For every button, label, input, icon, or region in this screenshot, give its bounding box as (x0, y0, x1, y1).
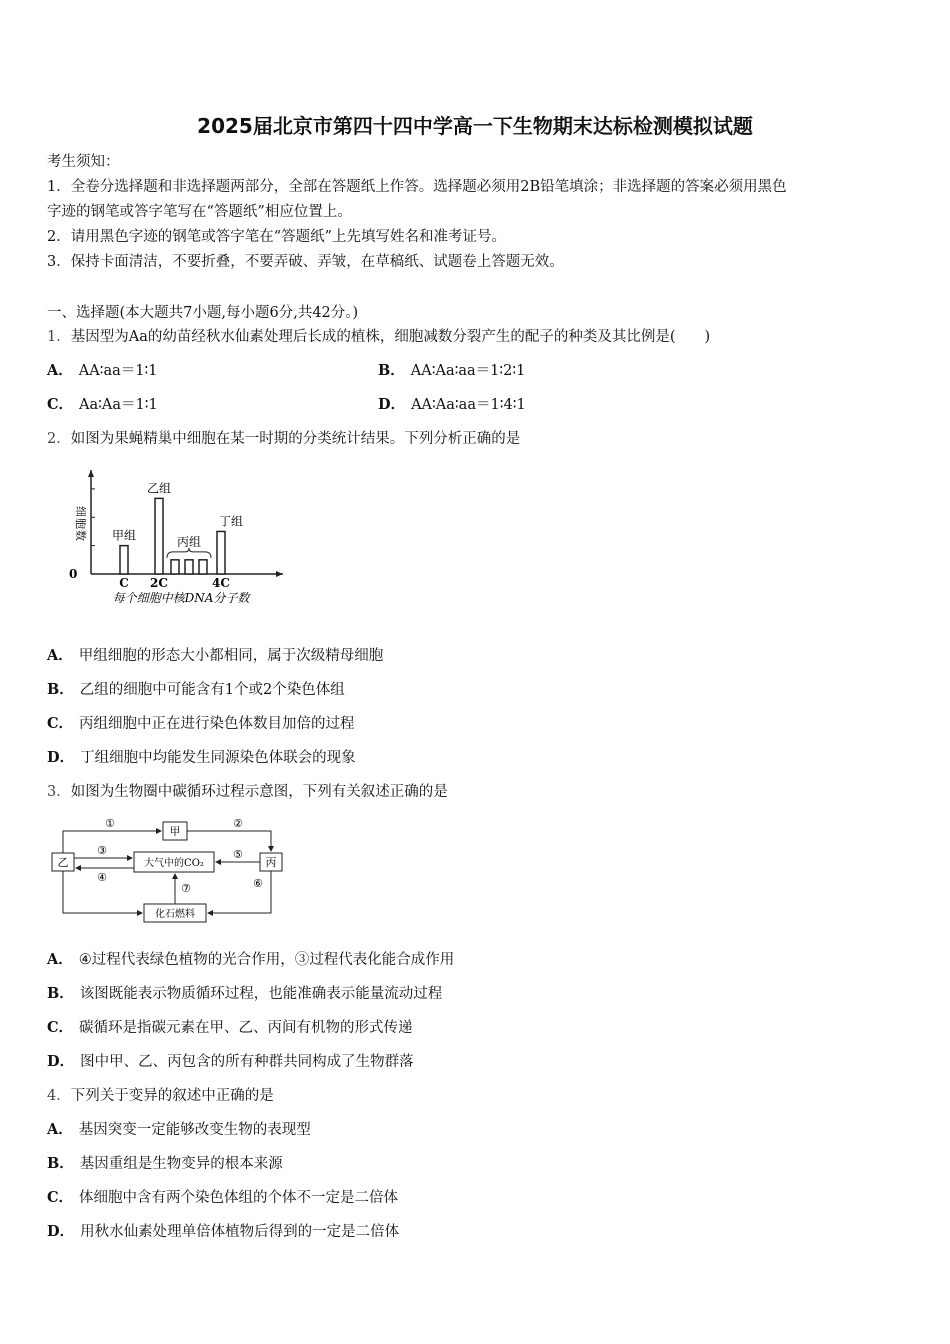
y-axis-label: 细胞数 (74, 506, 87, 542)
option-text: 甲组细胞的形态大小都相同，属于次级精母细胞 (78, 648, 384, 664)
question-4-stem (47, 1086, 274, 1106)
q2-option-d[interactable] (47, 748, 356, 768)
arrow-4-label: ④ (97, 871, 107, 884)
option-text: Aa∶Aa＝1∶1 (79, 397, 158, 413)
bar-bing (199, 560, 207, 574)
bar-yi (155, 498, 163, 574)
x-tick-label: 2C (150, 576, 168, 590)
arrow-6-label: ⑥ (253, 877, 263, 890)
y-axis-arrow (88, 470, 94, 477)
q3-option-d[interactable] (47, 1052, 414, 1072)
option-letter: C． (47, 396, 74, 413)
option-letter: D． (47, 1223, 75, 1240)
q1-option-c[interactable] (47, 395, 158, 415)
node-fossil-label: 化石燃料 (155, 909, 195, 920)
q2-option-a[interactable] (47, 646, 383, 666)
question-number: 4． (47, 1088, 71, 1104)
bar-label-ding: 丁组 (218, 514, 244, 529)
option-text: 该图既能表示物质循环过程，也能准确表示能量流动过程 (79, 986, 443, 1002)
q4-option-a[interactable] (47, 1120, 311, 1140)
option-letter: A． (47, 1121, 73, 1138)
section-heading: 一、选择题(本大题共7小题,每小题6分,共42分。) (47, 305, 359, 321)
question-1-stem (47, 327, 710, 347)
option-text: 体细胞中含有两个染色体组的个体不一定是二倍体 (79, 1190, 399, 1206)
option-text: 图中甲、乙、丙包含的所有种群共同构成了生物群落 (80, 1054, 414, 1070)
x-axis-label: 每个细胞中核DNA分子数 (112, 591, 250, 605)
arrow-5-label: ⑤ (233, 848, 243, 861)
option-letter: D． (47, 749, 75, 766)
question-text: 下列关于变异的叙述中正确的是 (70, 1088, 274, 1104)
option-text: AA∶Aa∶aa＝1∶4∶1 (411, 397, 526, 413)
q3-option-a[interactable] (47, 950, 454, 970)
option-letter: C． (47, 1019, 74, 1036)
option-text: 丁组细胞中均能发生同源染色体联会的现象 (80, 750, 356, 766)
option-text: 用秋水仙素处理单倍体植物后得到的一定是二倍体 (80, 1224, 400, 1240)
bar-label-bing: 丙组 (176, 534, 202, 549)
bar-bing (185, 560, 193, 574)
x-tick-label: C (119, 576, 129, 590)
q1-option-b[interactable] (378, 361, 525, 381)
question-number: 2． (47, 431, 71, 447)
q3-option-b[interactable] (47, 984, 442, 1004)
bar-jia (120, 546, 128, 574)
x-axis-arrow (276, 571, 283, 577)
option-letter: A． (47, 647, 73, 664)
q4-option-d[interactable] (47, 1222, 399, 1242)
arrow-1-label: ① (105, 817, 115, 830)
q4-option-b[interactable] (47, 1154, 283, 1174)
arrow-3-label: ③ (97, 844, 107, 857)
bar-label-jia: 甲组 (111, 528, 137, 543)
question-number: 3． (47, 784, 71, 800)
bar-label-yi: 乙组 (146, 481, 172, 496)
q4-option-c[interactable] (47, 1188, 398, 1208)
option-text: 碳循环是指碳元素在甲、乙、丙间有机物的形式传递 (79, 1020, 413, 1036)
q1-option-a[interactable] (47, 361, 158, 381)
notice-heading: 考生须知： (47, 154, 120, 170)
dna-count-chart (55, 462, 295, 612)
q3-option-c[interactable] (47, 1018, 413, 1038)
node-co2-label: 大气中的CO₂ (144, 858, 204, 869)
notice-item: 3．保持卡面清洁，不要折叠，不要弄破、弄皱，在草稿纸、试题卷上答题无效。 (47, 254, 564, 270)
bar-ding (217, 531, 225, 574)
option-letter: C． (47, 715, 74, 732)
option-text: AA∶aa＝1∶1 (78, 363, 158, 379)
q1-option-d[interactable] (378, 395, 526, 415)
option-text: 基因突变一定能够改变生物的表现型 (78, 1122, 311, 1138)
question-text: 如图为生物圈中碳循环过程示意图，下列有关叙述正确的是 (70, 784, 448, 800)
arrow-2 (187, 831, 271, 851)
question-number: 1． (47, 329, 71, 345)
node-bing-label: 丙 (265, 856, 277, 869)
node-yi-label: 乙 (57, 856, 69, 869)
question-text: 如图为果蝇精巢中细胞在某一时期的分类统计结果。下列分析正确的是 (70, 431, 521, 447)
q2-option-b[interactable] (47, 680, 345, 700)
x-tick-label: 4C (212, 576, 230, 590)
question-2-stem (47, 429, 520, 449)
option-letter: B． (47, 1155, 74, 1172)
node-jia-label: 甲 (169, 825, 181, 838)
arrow-2-label: ② (233, 817, 243, 830)
q2-option-c[interactable] (47, 714, 355, 734)
option-text: 丙组细胞中正在进行染色体数目加倍的过程 (79, 716, 355, 732)
option-letter: D． (378, 396, 406, 413)
option-letter: A． (47, 951, 73, 968)
option-letter: B． (47, 985, 74, 1002)
option-letter: D． (47, 1053, 75, 1070)
question-3-stem (47, 782, 448, 802)
option-text: 乙组的细胞中可能含有1个或2个染色体组 (79, 682, 345, 698)
notice-item: 2．请用黑色字迹的钢笔或答字笔在“答题纸”上先填写姓名和准考证号。 (47, 229, 507, 245)
notice-item: 字迹的钢笔或答字笔写在“答题纸”相应位置上。 (47, 204, 352, 220)
arrow-1 (63, 831, 161, 853)
notice-item: 1．全卷分选择题和非选择题两部分，全部在答题纸上作答。选择题必须用2B铅笔填涂；非选择题的答案必须用黑色 (47, 179, 787, 195)
option-letter: C． (47, 1189, 74, 1206)
option-letter: A． (47, 362, 73, 379)
origin-label: 0 (69, 567, 78, 581)
bar-bing (171, 560, 179, 574)
page-title: 2025届北京市第四十四中学高一下生物期末达标检测模拟试题 (197, 114, 753, 138)
arrow-7-label: ⑦ (181, 882, 191, 895)
option-letter: B． (47, 681, 74, 698)
option-text: AA∶Aa∶aa＝1∶2∶1 (410, 363, 526, 379)
question-text: 基因型为Aa的幼苗经秋水仙素处理后长成的植株，细胞减数分裂产生的配子的种类及其比例是( ) (70, 329, 711, 345)
option-text: 基因重组是生物变异的根本来源 (79, 1156, 283, 1172)
option-letter: B． (378, 362, 405, 379)
carbon-cycle-diagram (50, 814, 290, 926)
bracket-bing (167, 548, 211, 558)
option-text: ④过程代表绿色植物的光合作用，③过程代表化能合成作用 (78, 952, 455, 968)
